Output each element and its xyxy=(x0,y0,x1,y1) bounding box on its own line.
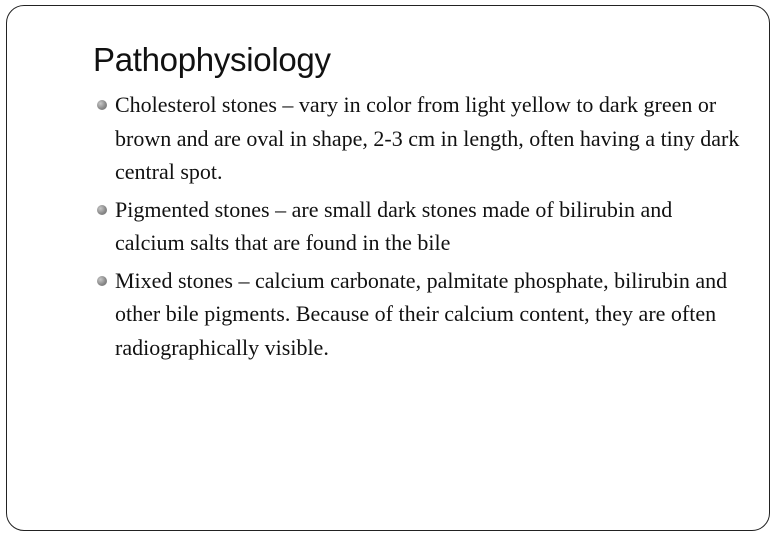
slide-frame xyxy=(6,5,770,531)
round-bullet-icon xyxy=(97,100,107,110)
round-bullet-icon xyxy=(97,205,107,215)
bullet-text: Mixed stones – calcium carbonate, palmitate phosphate, bilirubin and other bile pigments. Because of their calcium content, they are often radiographically visible. xyxy=(115,267,728,360)
bullet-text: Pigmented stones – are small dark stones made of bilirubin and calcium salts that are found in the bile xyxy=(115,196,673,255)
bullet-item-mixed-stones xyxy=(93,264,743,365)
bullet-text: Cholesterol stones – vary in color from light yellow to dark green or brown and are oval in shape, 2-3 cm in length, often having a tiny dark central spot. xyxy=(115,92,740,184)
round-bullet-icon xyxy=(97,276,107,286)
bullet-item-cholesterol-stones xyxy=(93,88,743,189)
bullet-item-pigmented-stones xyxy=(93,193,743,260)
bullet-list xyxy=(93,88,743,368)
slide-title: Pathophysiology xyxy=(93,41,331,78)
